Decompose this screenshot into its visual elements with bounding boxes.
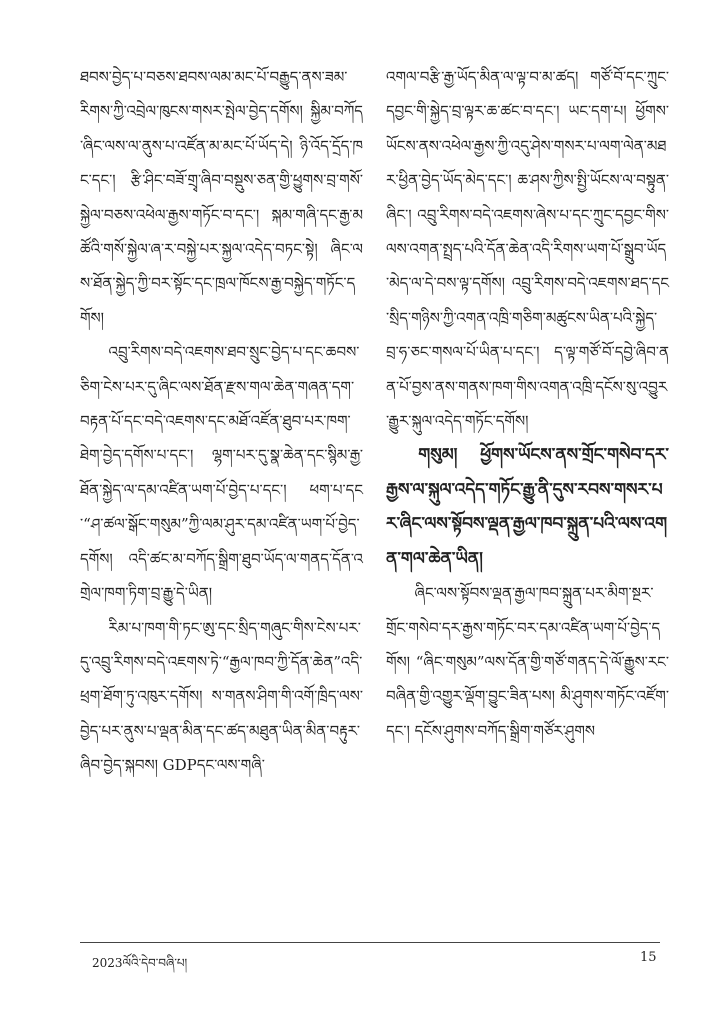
section-heading: གསུམ། ཕྱོགས་ཡོངས་ནས་གྲོང་གསེབ་དར་རྒྱས་ལ་སྐུལ་འདེད་གཏོང་རྒྱུ་ནི་དུས་རབས་གསར་པར་ཞིང་ལས་སྟོབས་ལྡན་རྒྱལ་ཁབ་སྐྲུན་པའི་ལས་འགན་གལ་ཆེན་ཡིན། bbox=[386, 445, 669, 569]
right-column bbox=[386, 60, 669, 748]
left-column bbox=[80, 60, 363, 783]
body-paragraph: འགལ་བརྩི་རྒྱ་ཡོད་མིན་ལ་ལྟ་བ་མ་ཚད། གཙོ་བོ་དང་ཀྲུང་དབྱང་གི་སྐྱེད་བྲ་ལྟར་ཆ་ཚང་བ་དང་། ཡང་དག་པ། ཕྱོགས་ཡོངས་ནས་འཕེལ་རྒྱས་ཀྱི་འདུ་ཤེས་གསར་པ་ལག་ལེན་མཐར་ཕྱིན་བྱེད་ཡོད་མེད་དང་། ཆ་ཤས་ཀྱིས་སྤྱི་ཡོངས་ལ་བསྟུན་ཞིང་། འབྲུ་རིགས་བདེ་འཇགས་ཞེས་པ་དང་ཀྲུང་དབྱང་གིས་ལས་འགན་སྤྲད་པའི་དོན་ཆེན་འདི་རིགས་ཡག་པོ་སྒྲུབ་ཡོད་མེད་ལ་དེ་བས་ལྟ་དགོས། འབྲུ་རིགས་བདེ་འཇགས་ཐད་དང་སྲིད་གཉིས་ཀྱི་འགན་འཁྲི་གཅིག་མཚུངས་ཡིན་པའི་སྐྱེད་བྲ་ཧ་ཅང་གསལ་པོ་ཡིན་པ་དང་། ད་ལྟ་གཙོ་བོ་དབྱེ་ཞིབ་ནན་པོ་བྱས་ནས་གནས་ཁག་གིས་འགན་འཁྲི་དངོས་སུ་འབྱུར་རྒྱུར་སྐུལ་འདེད་གཏོང་དགོས། bbox=[386, 68, 669, 431]
body-paragraph: འབྲུ་རིགས་བདེ་འཇགས་ཐབ་སྲུང་བྱེད་པ་དང་ཆབས་ཅིག་ངེས་པར་དུ་ཞིང་ལས་ཐོན་རྫས་གལ་ཆེན་གཞན་དག་བརྟན་པོ་དང་བདེ་འཇགས་དང་མཐོ་འཛོན་ཐུབ་པར་ཁག་ཐེག་བྱེད་དགོས་པ་དང་། ལྷག་པར་དུ་སྣ་ཆེན་དང་སྙིམ་རྒྱ་ཐོན་སྐྱེད་ལ་དམ་འཛིན་ཡག་པོ་བྱེད་པ་དང་། ཕག་པ་དང་“ཤ་ཚལ་སྒོང་གསུམ”ཀྱི་ལམ་ཤུར་དམ་འཛིན་ཡག་པོ་བྱེད་དགོས། འདི་ཚང་མ་བཀོད་སྒྲིག་ཐུབ་ཡོད་ལ་གནད་དོན་འགྲེལ་ཁག་ཏིག་བྲ་རྒྱུ་དེ་ཡིན། bbox=[80, 343, 363, 603]
issue-label: 2023ལོའི་དེབ་བཞི་པ། bbox=[92, 956, 188, 970]
page-number: 15 bbox=[640, 950, 657, 965]
body-paragraph: ཞིང་ལས་སྟོབས་ལྡན་རྒྱལ་ཁབ་སྐྲུན་པར་མིག་སྔར་གྲོང་གསེབ་དར་རྒྱས་གཏོང་བར་དམ་འཛིན་ཡག་པོ་བྱེད་དགོས། “ཞིང་གསུམ”ལས་དོན་གྱི་གཙོ་གནད་དེ་ལོ་རྒྱུས་རང་བཞིན་གྱི་འགྱུར་ལྡོག་བྱུང་ཟིན་པས། མི་ཤུགས་གཏོང་འཛོག་དང་། དངོས་ཤུགས་བཀོད་སྒྲིག་གཙོར་ཤུགས bbox=[386, 584, 669, 740]
footer-divider bbox=[80, 942, 660, 943]
body-paragraph: རིམ་པ་ཁག་གི་ཏང་ཨུ་དང་སྲིད་གཞུང་གིས་ངེས་པར་དུ་འབྲུ་རིགས་བདེ་འཇགས་ཏེ་“རྒྱལ་ཁབ་ཀྱི་དོན་ཆེན”འདི་ཕྲག་ཐོག་ཏུ་འཁུར་དགོས། ས་གནས་ཤིག་གི་འགོ་ཁྲིད་ལས་བྱེད་པར་ནུས་པ་ལྡན་མིན་དང་ཚད་མཐུན་ཡིན་མིན་བརྟུར་ཞིབ་བྱེད་སྐབས། GDPདང་ལས་གཞི་ bbox=[80, 618, 363, 775]
body-paragraph: ཐབས་བྱེད་པ་བཅས་ཐབས་ལམ་མང་པོ་བརྒྱུད་ནས་ཟམ་རིགས་ཀྱི་འབྲེལ་ཁུངས་གསར་སྤེལ་བྱེད་དགོས། སྐྱིམ་བཀོད་ཞིང་ལས་ལ་ནུས་པ་འཛོན་མ་མང་པོ་ཡོད་དེ། ཉི་འོད་དྲོད་ཁང་དང་། རྩི་ཤིང་བཟོ་གྲྭ་ཞིབ་བསྡུས་ཅན་གྱི་ཕྱུགས་བྲ་གསོ་སྐྱེལ་བཅས་འཕེལ་རྒྱས་གཏོང་བ་དང་། སྐམ་གཞི་དང་རྒྱ་མཚོའི་གསོ་སྐྱེལ་ཞ་ར་བསྐྱེ་པར་སྐྱལ་འདེད་བཏང་སྟེ། ཞིང་ལས་ཐོན་སྐྱེད་ཀྱི་བར་སྟོང་དང་ཁྲལ་ཁོངས་རྒྱ་བསྐྱེད་གཏོང་དགོས། bbox=[80, 68, 363, 327]
